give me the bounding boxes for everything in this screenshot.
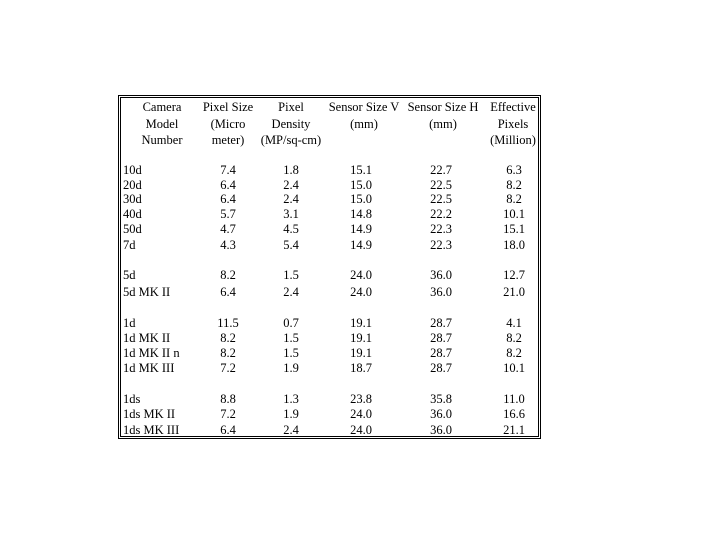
header-line: Density (271, 116, 311, 131)
cell-pixel-density: 1.5 (283, 268, 299, 282)
cell-effective-pixels: 8.2 (506, 330, 522, 345)
cell-sensor-v: 24.0 (350, 422, 372, 437)
cell-pixel-density: 3.1 (283, 207, 299, 221)
header-camera-model (129, 99, 195, 147)
cell-pixel-density: 1.8 (283, 163, 299, 177)
table-row (121, 346, 538, 362)
cell-pixel-density: 2.4 (283, 177, 299, 192)
cell-pixel-size: 6.4 (220, 422, 236, 437)
header-effective-pixels (483, 99, 538, 147)
cell-effective-pixels: 10.1 (503, 361, 525, 375)
cell-sensor-v: 14.8 (350, 207, 372, 221)
table-row (121, 361, 538, 377)
table-row (121, 423, 538, 439)
header-line: Pixels (497, 116, 529, 131)
cell-sensor-v: 19.1 (350, 346, 372, 360)
cell-sensor-v: 15.0 (350, 192, 372, 206)
cell-model: 20d (123, 177, 142, 192)
cell-sensor-h: 36.0 (430, 284, 452, 299)
cell-pixel-size: 4.3 (220, 237, 236, 252)
header-line: meter) (211, 133, 245, 147)
cell-model: 40d (123, 207, 142, 221)
cell-pixel-density: 1.9 (283, 407, 299, 421)
cell-sensor-v: 23.8 (350, 391, 372, 406)
header-line: Effective (490, 100, 536, 114)
cell-pixel-size: 6.4 (220, 192, 236, 206)
cell-effective-pixels: 8.2 (506, 177, 522, 192)
cell-effective-pixels: 21.0 (503, 284, 525, 299)
cell-pixel-density: 5.4 (283, 237, 299, 252)
cell-model: 1d MK II n (123, 346, 180, 360)
header-sensor-size-v (325, 99, 403, 132)
table-row (121, 316, 538, 332)
cell-sensor-v: 14.9 (350, 222, 372, 236)
cell-effective-pixels: 4.1 (506, 315, 522, 330)
cell-sensor-v: 18.7 (350, 361, 372, 375)
cell-effective-pixels: 12.7 (503, 268, 525, 282)
cell-sensor-h: 22.2 (430, 207, 452, 221)
cell-model: 5d MK II (123, 284, 171, 299)
cell-sensor-h: 28.7 (430, 346, 452, 360)
cell-sensor-h: 28.7 (430, 315, 452, 330)
cell-pixel-size: 6.4 (220, 284, 236, 299)
header-line: Sensor Size H (407, 100, 479, 114)
cell-effective-pixels: 21.1 (503, 422, 525, 437)
cell-model: 30d (123, 192, 142, 206)
cell-pixel-size: 4.7 (220, 222, 236, 236)
cell-pixel-size: 8.2 (220, 268, 236, 282)
cell-model: 1d MK II (123, 330, 171, 345)
cell-effective-pixels: 8.2 (506, 346, 522, 360)
cell-model: 7d (123, 237, 136, 252)
cell-sensor-h: 28.7 (430, 330, 452, 345)
header-line: Pixel (278, 100, 304, 114)
table-row (121, 192, 538, 208)
header-line: (mm) (350, 116, 378, 131)
cell-sensor-h: 22.5 (430, 177, 452, 192)
cell-sensor-v: 14.9 (350, 237, 372, 252)
cell-sensor-h: 22.3 (430, 222, 452, 236)
cell-sensor-h: 22.3 (430, 237, 452, 252)
header-sensor-size-h (404, 99, 482, 132)
cell-sensor-v: 19.1 (350, 315, 372, 330)
table-row (121, 178, 538, 194)
cell-pixel-density: 4.5 (283, 222, 299, 236)
header-line: Camera (142, 100, 182, 114)
cell-pixel-density: 1.5 (283, 330, 299, 345)
cell-sensor-h: 22.5 (430, 192, 452, 206)
cell-effective-pixels: 10.1 (503, 207, 525, 221)
cell-effective-pixels: 6.3 (506, 163, 522, 177)
header-line: (MP/sq-cm) (260, 133, 322, 147)
cell-effective-pixels: 15.1 (503, 222, 525, 236)
cell-sensor-h: 36.0 (430, 407, 452, 421)
header-line: Number (141, 133, 183, 147)
cell-model: 1ds MK III (123, 422, 180, 437)
cell-pixel-size: 8.8 (220, 391, 236, 406)
header-pixel-density (257, 99, 325, 147)
cell-model: 1d MK III (123, 361, 175, 375)
cell-pixel-size: 7.2 (220, 407, 236, 421)
cell-pixel-density: 1.5 (283, 346, 299, 360)
header-pixel-size (198, 99, 258, 147)
cell-sensor-v: 24.0 (350, 407, 372, 421)
table-row (121, 407, 538, 423)
cell-model: 1d (123, 315, 136, 330)
cell-sensor-v: 15.1 (350, 163, 372, 177)
table-row (121, 392, 538, 408)
cell-pixel-density: 0.7 (283, 315, 299, 330)
table-row (121, 163, 538, 179)
table-header (121, 99, 538, 147)
cell-effective-pixels: 8.2 (506, 192, 522, 206)
cell-pixel-size: 6.4 (220, 177, 236, 192)
table-row (121, 207, 538, 223)
cell-sensor-v: 24.0 (350, 268, 372, 282)
header-line: (mm) (429, 116, 457, 131)
cell-sensor-h: 36.0 (430, 268, 452, 282)
header-line: (Micro (210, 116, 246, 131)
cell-sensor-v: 24.0 (350, 284, 372, 299)
cell-sensor-v: 15.0 (350, 177, 372, 192)
cell-pixel-size: 11.5 (217, 315, 239, 330)
cell-pixel-size: 7.4 (220, 163, 236, 177)
cell-sensor-h: 36.0 (430, 422, 452, 437)
cell-sensor-v: 19.1 (350, 330, 372, 345)
cell-pixel-size: 8.2 (220, 330, 236, 345)
table-row (121, 222, 538, 238)
cell-pixel-size: 7.2 (220, 361, 236, 375)
table-row (121, 285, 538, 301)
cell-pixel-density: 2.4 (283, 192, 299, 206)
cell-pixel-density: 1.9 (283, 361, 299, 375)
cell-pixel-density: 2.4 (283, 422, 299, 437)
header-line: Pixel Size (202, 100, 254, 114)
cell-pixel-size: 5.7 (220, 207, 236, 221)
header-line: (Million) (490, 133, 536, 147)
cell-sensor-h: 28.7 (430, 361, 452, 375)
table-row (121, 268, 538, 284)
cell-model: 10d (123, 163, 142, 177)
header-line: Sensor Size V (328, 100, 400, 114)
cell-pixel-density: 1.3 (283, 391, 299, 406)
cell-effective-pixels: 18.0 (503, 237, 525, 252)
cell-model: 50d (123, 222, 142, 236)
cell-effective-pixels: 11.0 (503, 391, 525, 406)
cell-pixel-size: 8.2 (220, 346, 236, 360)
table-inner-border (120, 97, 539, 437)
cell-model: 1ds MK II (123, 407, 176, 421)
table-row (121, 238, 538, 254)
cell-sensor-h: 22.7 (430, 163, 452, 177)
camera-spec-table (118, 95, 541, 439)
table-row (121, 331, 538, 347)
header-line: Model (145, 116, 179, 131)
cell-model: 1ds (123, 391, 141, 406)
cell-pixel-density: 2.4 (283, 284, 299, 299)
cell-sensor-h: 35.8 (430, 391, 452, 406)
cell-model: 5d (123, 268, 136, 282)
cell-effective-pixels: 16.6 (503, 407, 525, 421)
